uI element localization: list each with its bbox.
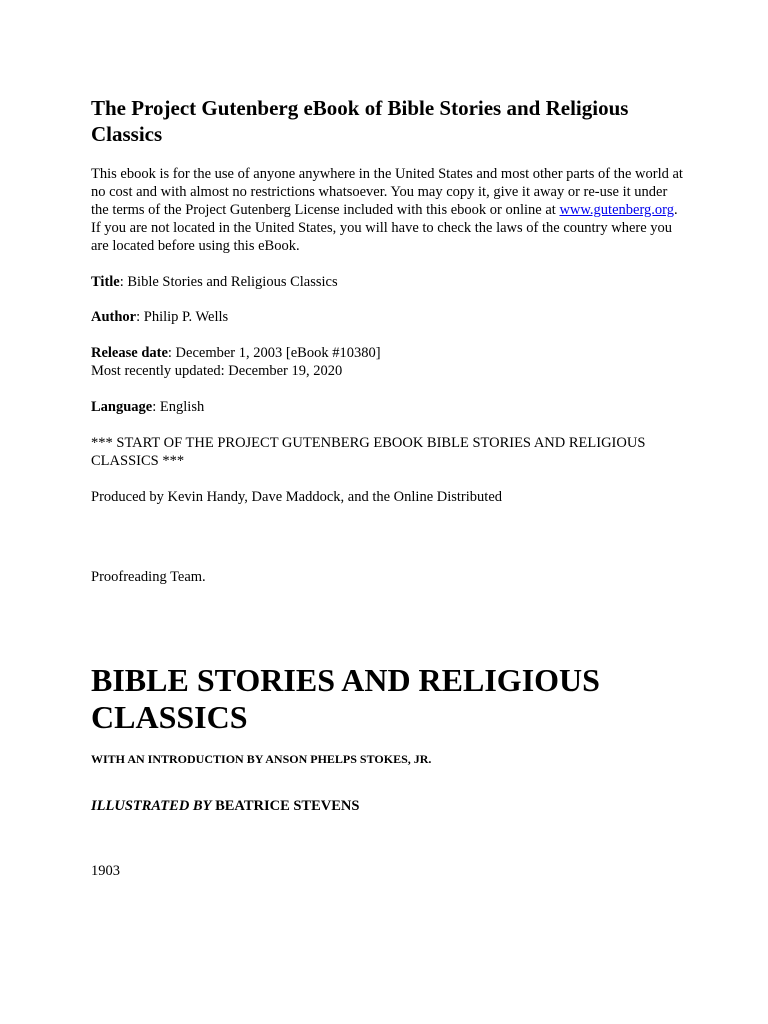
- title-value: : Bible Stories and Religious Classics: [119, 274, 338, 290]
- illustrated-label: ILLUSTRATED BY: [91, 798, 212, 814]
- introduction-by: WITH AN INTRODUCTION BY ANSON PHELPS STOKES, JR.: [91, 752, 432, 766]
- updated-date: Most recently updated: December 19, 2020: [91, 363, 343, 379]
- title-label: Title: [91, 274, 120, 290]
- author-field: [91, 308, 686, 326]
- author-value: : Philip P. Wells: [136, 309, 229, 325]
- produced-by: Produced by Kevin Handy, Dave Maddock, and the Online Distributed: [91, 489, 503, 505]
- proofreading-team: Proofreading Team.: [91, 569, 206, 585]
- license-text-end: . If you are not located in the United States, you will have to check the laws of the country where you are located before using this eBook.: [91, 202, 678, 254]
- language-field: [91, 398, 686, 416]
- title-field: [91, 273, 686, 291]
- release-field: [91, 344, 686, 380]
- language-value: : English: [152, 399, 205, 415]
- license-paragraph: [91, 165, 686, 255]
- book-title: BIBLE STORIES AND RELIGIOUS CLASSICS: [91, 662, 600, 735]
- author-label: Author: [91, 309, 137, 325]
- release-value: : December 1, 2003 [eBook #10380]: [167, 345, 381, 361]
- ebook-heading: The Project Gutenberg eBook of Bible Stories and Religious Classics: [91, 96, 629, 146]
- illustrated-by: [91, 797, 359, 815]
- illustrator-name: BEATRICE STEVENS: [211, 798, 360, 814]
- start-marker: *** START OF THE PROJECT GUTENBERG EBOOK BIBLE STORIES AND RELIGIOUS CLASSICS ***: [91, 435, 646, 469]
- publication-year: 1903: [91, 863, 120, 879]
- release-label: Release date: [91, 345, 168, 361]
- license-text-start: This ebook is for the use of anyone anywhere in the United States and most other parts of the world at no cost and with almost no restrictions whatsoever. You may copy it, give it away or re-use it under the terms of the Project Gutenberg License included with this ebook or online at: [91, 166, 683, 218]
- language-label: Language: [91, 399, 153, 415]
- gutenberg-link[interactable]: www.gutenberg.org: [559, 202, 674, 218]
